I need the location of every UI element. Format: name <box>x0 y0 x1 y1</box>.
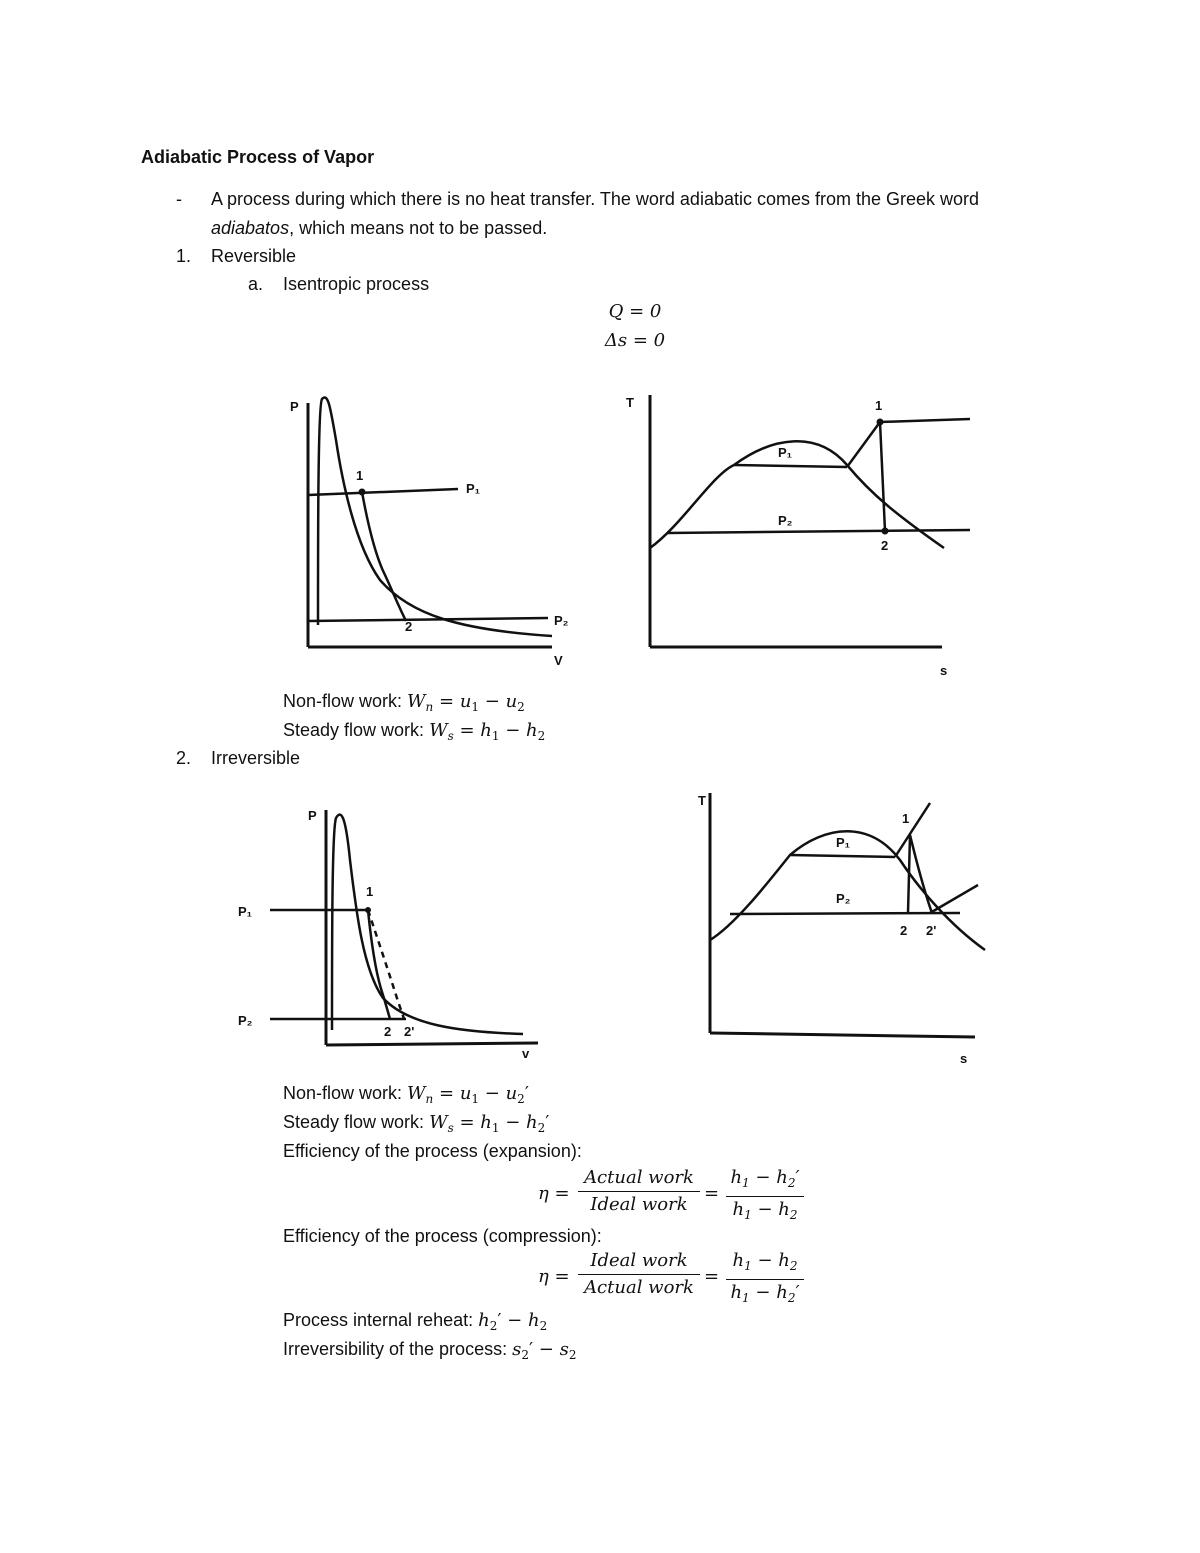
pv1-p2-line <box>308 618 548 621</box>
ts1-label-1: 1 <box>875 398 883 413</box>
pv2-x-axis <box>326 1043 538 1045</box>
ts2-p2-superheat <box>930 885 978 913</box>
pv1-saturation-dome <box>318 398 552 636</box>
ts1-label-p1: P₁ <box>778 445 793 460</box>
ts1-p1-line <box>734 465 847 467</box>
expansion-work-fraction <box>578 1165 700 1218</box>
ts1-superheat-line <box>847 422 880 467</box>
pv2-label-1: 1 <box>366 884 374 899</box>
irreversible-steady-flow-work: Steady flow work: $W_s = h_1 - h_2'$ <box>283 1112 550 1135</box>
pv2-state-1-point <box>365 907 371 913</box>
pv2-label-v: v <box>522 1046 530 1061</box>
efficiency-compression-label: Efficiency of the process (compression): <box>283 1226 602 1246</box>
ts2-label-t: T <box>698 793 706 808</box>
pv2-label-2-prime: 2' <box>404 1024 415 1039</box>
sub-a-number: a. <box>248 274 264 294</box>
irr-steady-label: Steady flow work: <box>283 1112 430 1132</box>
pv2-saturation-dome <box>332 815 523 1034</box>
ts1-p1-extension <box>880 419 970 422</box>
eta-expansion: η = <box>538 1183 570 1204</box>
efficiency-expansion-label: Efficiency of the process (expansion): <box>283 1141 582 1161</box>
irreversible-ts-diagram <box>690 785 1000 1075</box>
pv1-p1-line <box>308 489 458 495</box>
pv1-label-1: 1 <box>356 468 364 483</box>
intro-italic-word: adiabatos <box>211 218 290 238</box>
reversible-pv-diagram <box>280 385 580 675</box>
reversible-ts-diagram <box>622 385 1002 678</box>
ts1-label-p2: P₂ <box>778 513 793 528</box>
ts2-label-p1: P₁ <box>836 835 851 850</box>
equation-q-zero: Q = 0 <box>608 301 662 322</box>
pv1-label-p2: P₂ <box>554 613 569 628</box>
pv1-label-p: P <box>290 399 299 414</box>
ts2-label-2-prime: 2' <box>926 923 937 938</box>
eta-compression: η = <box>538 1266 570 1287</box>
intro-line-2-rest: , which means not to be passed. <box>289 218 548 238</box>
ts2-label-s: s <box>960 1051 968 1066</box>
page-title: Adiabatic Process of Vapor <box>141 147 375 167</box>
pv2-label-2: 2 <box>384 1024 392 1039</box>
pv2-label-p1: P₁ <box>238 904 253 919</box>
irr-nonflow-label: Non-flow work: <box>283 1083 408 1103</box>
process-internal-reheat: Process internal reheat: $h_2' - h_2$ <box>283 1310 548 1333</box>
reversible-steady-flow-work: Steady flow work: $W_s = h_1 - h_2$ <box>283 720 546 743</box>
expansion-enthalpy-fraction: $\frac{h_1 - h_2'}{h_1 - h_2}$ <box>726 1165 804 1228</box>
expansion-equals: = <box>704 1183 720 1204</box>
ts2-label-1: 1 <box>902 811 910 826</box>
compression-actual-work: Actual work <box>584 1277 694 1298</box>
sub-a-label: Isentropic process <box>283 274 430 294</box>
reheat-label: Process internal reheat: <box>283 1310 479 1330</box>
rev-steady-label: Steady flow work: <box>283 720 430 740</box>
item-1-label: Reversible <box>211 246 297 266</box>
item-1-number: 1. <box>176 246 192 266</box>
expansion-actual-work: Actual work <box>578 1165 700 1192</box>
reversible-nonflow-work: Non-flow work: $W_n = u_1 - u_2$ <box>283 691 525 714</box>
intro-dash: - <box>176 189 182 209</box>
compression-equals: = <box>704 1266 720 1287</box>
intro-line-1: A process during which there is no heat transfer. The word adiabatic comes from the Greek word <box>211 189 980 209</box>
compression-ideal-work: Ideal work <box>578 1248 700 1275</box>
irreversible-pv-diagram <box>228 800 558 1080</box>
equation-delta-s-zero: Δs = 0 <box>604 330 666 351</box>
ts1-label-s: s <box>940 663 948 678</box>
ts2-p1-line <box>790 855 895 857</box>
pv1-label-2: 2 <box>405 619 413 634</box>
ts1-isentropic-line <box>880 422 885 531</box>
compression-enthalpy-fraction: $\frac{h_1 - h_2}{h_1 - h_2'}$ <box>726 1248 804 1311</box>
pv1-label-p1: P₁ <box>466 481 481 496</box>
pv1-label-v: V <box>554 653 563 668</box>
item-2-label: Irreversible <box>211 748 301 768</box>
ts2-label-p2: P₂ <box>836 891 851 906</box>
ts1-label-2: 2 <box>881 538 889 553</box>
expansion-ideal-work: Ideal work <box>590 1194 688 1215</box>
ts2-x-axis <box>710 1033 975 1037</box>
item-2-number: 2. <box>176 748 192 768</box>
pv1-state-1-point <box>359 489 366 496</box>
process-irreversibility: Irreversibility of the process: $s_2' - s_2$ <box>283 1339 577 1362</box>
intro-line-2 <box>211 217 547 239</box>
rev-nonflow-label: Non-flow work: <box>283 691 408 711</box>
ts1-p2-line <box>667 530 970 533</box>
pv2-label-p: P <box>308 808 317 823</box>
ts1-label-t: T <box>626 395 634 410</box>
ts2-label-2: 2 <box>900 923 908 938</box>
ts1-state-2-point <box>882 528 889 535</box>
ts2-isentropic-line <box>908 835 910 913</box>
ts2-p2-line <box>730 913 960 914</box>
pv1-process-curve <box>362 492 406 621</box>
ts2-actual-line <box>910 835 932 913</box>
ts1-state-1-point <box>877 419 884 426</box>
irreversible-nonflow-work: Non-flow work: $W_n = u_1 - u_2'$ <box>283 1083 529 1106</box>
irrev-label: Irreversibility of the process: <box>283 1339 513 1359</box>
pv2-label-p2: P₂ <box>238 1013 253 1028</box>
compression-work-fraction <box>578 1248 700 1301</box>
